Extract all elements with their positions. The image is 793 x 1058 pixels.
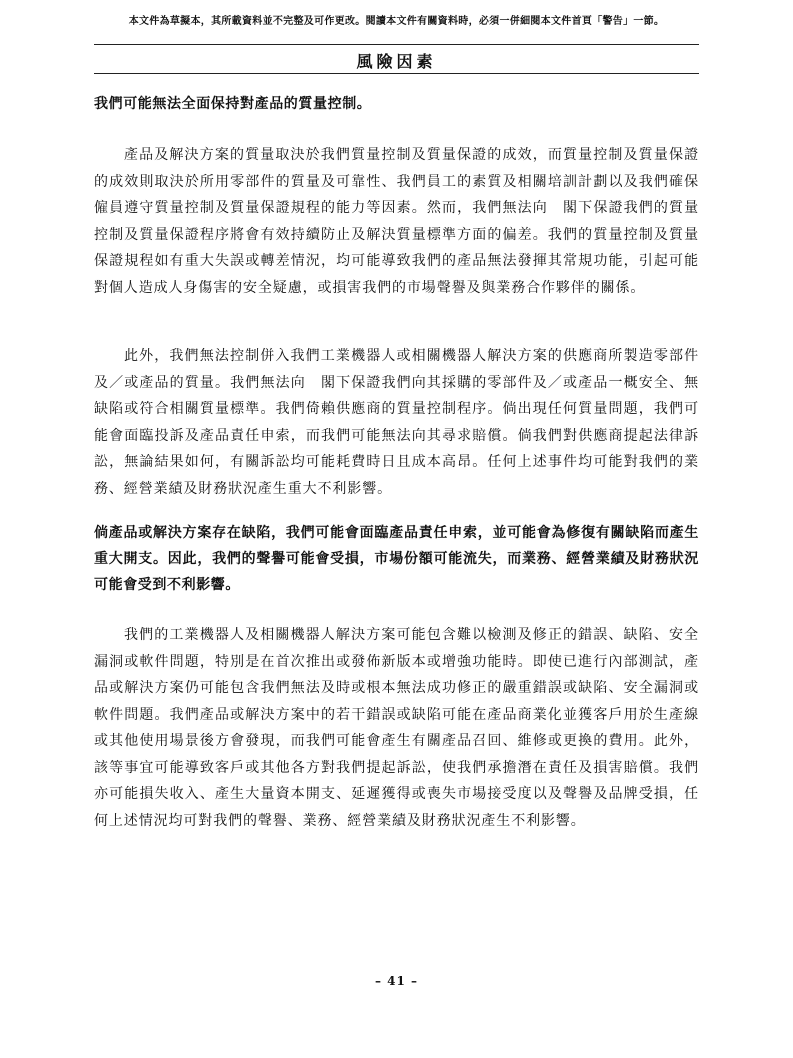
page-number: – 41 – xyxy=(374,974,419,988)
paragraph-supplier-quality: 此外，我們無法控制併入我們工業機器人或相關機器人解決方案的供應商所製造零部件及／或產品的質量。我們無法向 閣下保證我們向其採購的零部件及／或產品一概安全、無缺陷或符合相關質量標準。我們倚賴供應商的質量控制程序。倘出現任何質量問題，我們可能會面臨投訴及產品責任申索，而我們可能無法向其尋求賠償。倘我們對供應商提起法律訴訟，無論結果如何，有關訴訟均可能耗費時日且成本高昂。任何上述事件均可能對我們的業務、經營業績及財務狀況產生重大不利影響。 xyxy=(94,348,699,497)
header-rule-bottom xyxy=(94,73,699,74)
risk-heading-product-defects: 倘產品或解決方案存在缺陷，我們可能會面臨產品責任申索，並可能會為修復有關缺陷而產生重大開支。因此，我們的聲譽可能會受損，市場份額可能流失，而業務、經營業績及財務狀況可能會受到不利影響。 xyxy=(94,525,699,593)
section-title: 風險因素 xyxy=(356,52,437,71)
paragraph-quality-assurance: 產品及解決方案的質量取決於我們質量控制及質量保證的成效，而質量控制及質量保證的成效則取決於所用零部件的質量及可靠性、我們員工的素質及相關培訓計劃以及我們確保僱員遵守質量控制及質量保證規程的能力等因素。然而，我們無法向 閣下保證我們的質量控制及質量保證程序將會有效持續防止及解決質量標準方面的偏差。我們的質量控制及質量保證規程如有重大失誤或轉差情況，均可能導致我們的產品無法發揮其常規功能，引起可能對個人造成人身傷害的安全疑慮，或損害我們的市場聲譽及與業務合作夥伴的關係。 xyxy=(94,147,699,296)
paragraph-product-defects: 我們的工業機器人及相關機器人解決方案可能包含難以檢測及修正的錯誤、缺陷、安全漏洞或軟件問題，特別是在首次推出或發佈新版本或增強功能時。即使已進行內部測試，產品或解決方案仍可能包含我們無法及時或根本無法成功修正的嚴重錯誤或缺陷、安全漏洞或軟件問題。我們產品或解決方案中的若干錯誤或缺陷可能在產品商業化並獲客戶用於生產線或其他使用場景後方會發現，而我們可能會產生有關產品召回、維修或更換的費用。此外，該等事宜可能導致客戶或其他各方對我們提起訴訟，使我們承擔潛在責任及損害賠償。我們亦可能損失收入、產生大量資本開支、延遲獲得或喪失市場接受度以及聲譽及品牌受損，任何上述情況均可對我們的聲譽、業務、經營業績及財務狀況產生不利影響。 xyxy=(94,627,699,829)
draft-notice: 本文件為草擬本，其所載資料並不完整及可作更改。閱讀本文件有關資料時，必須一併細閱本文件首頁「警告」一節。 xyxy=(128,16,665,27)
risk-heading-quality-control: 我們可能無法全面保持對產品的質量控制。 xyxy=(94,96,372,112)
header-rule-top xyxy=(94,44,699,45)
